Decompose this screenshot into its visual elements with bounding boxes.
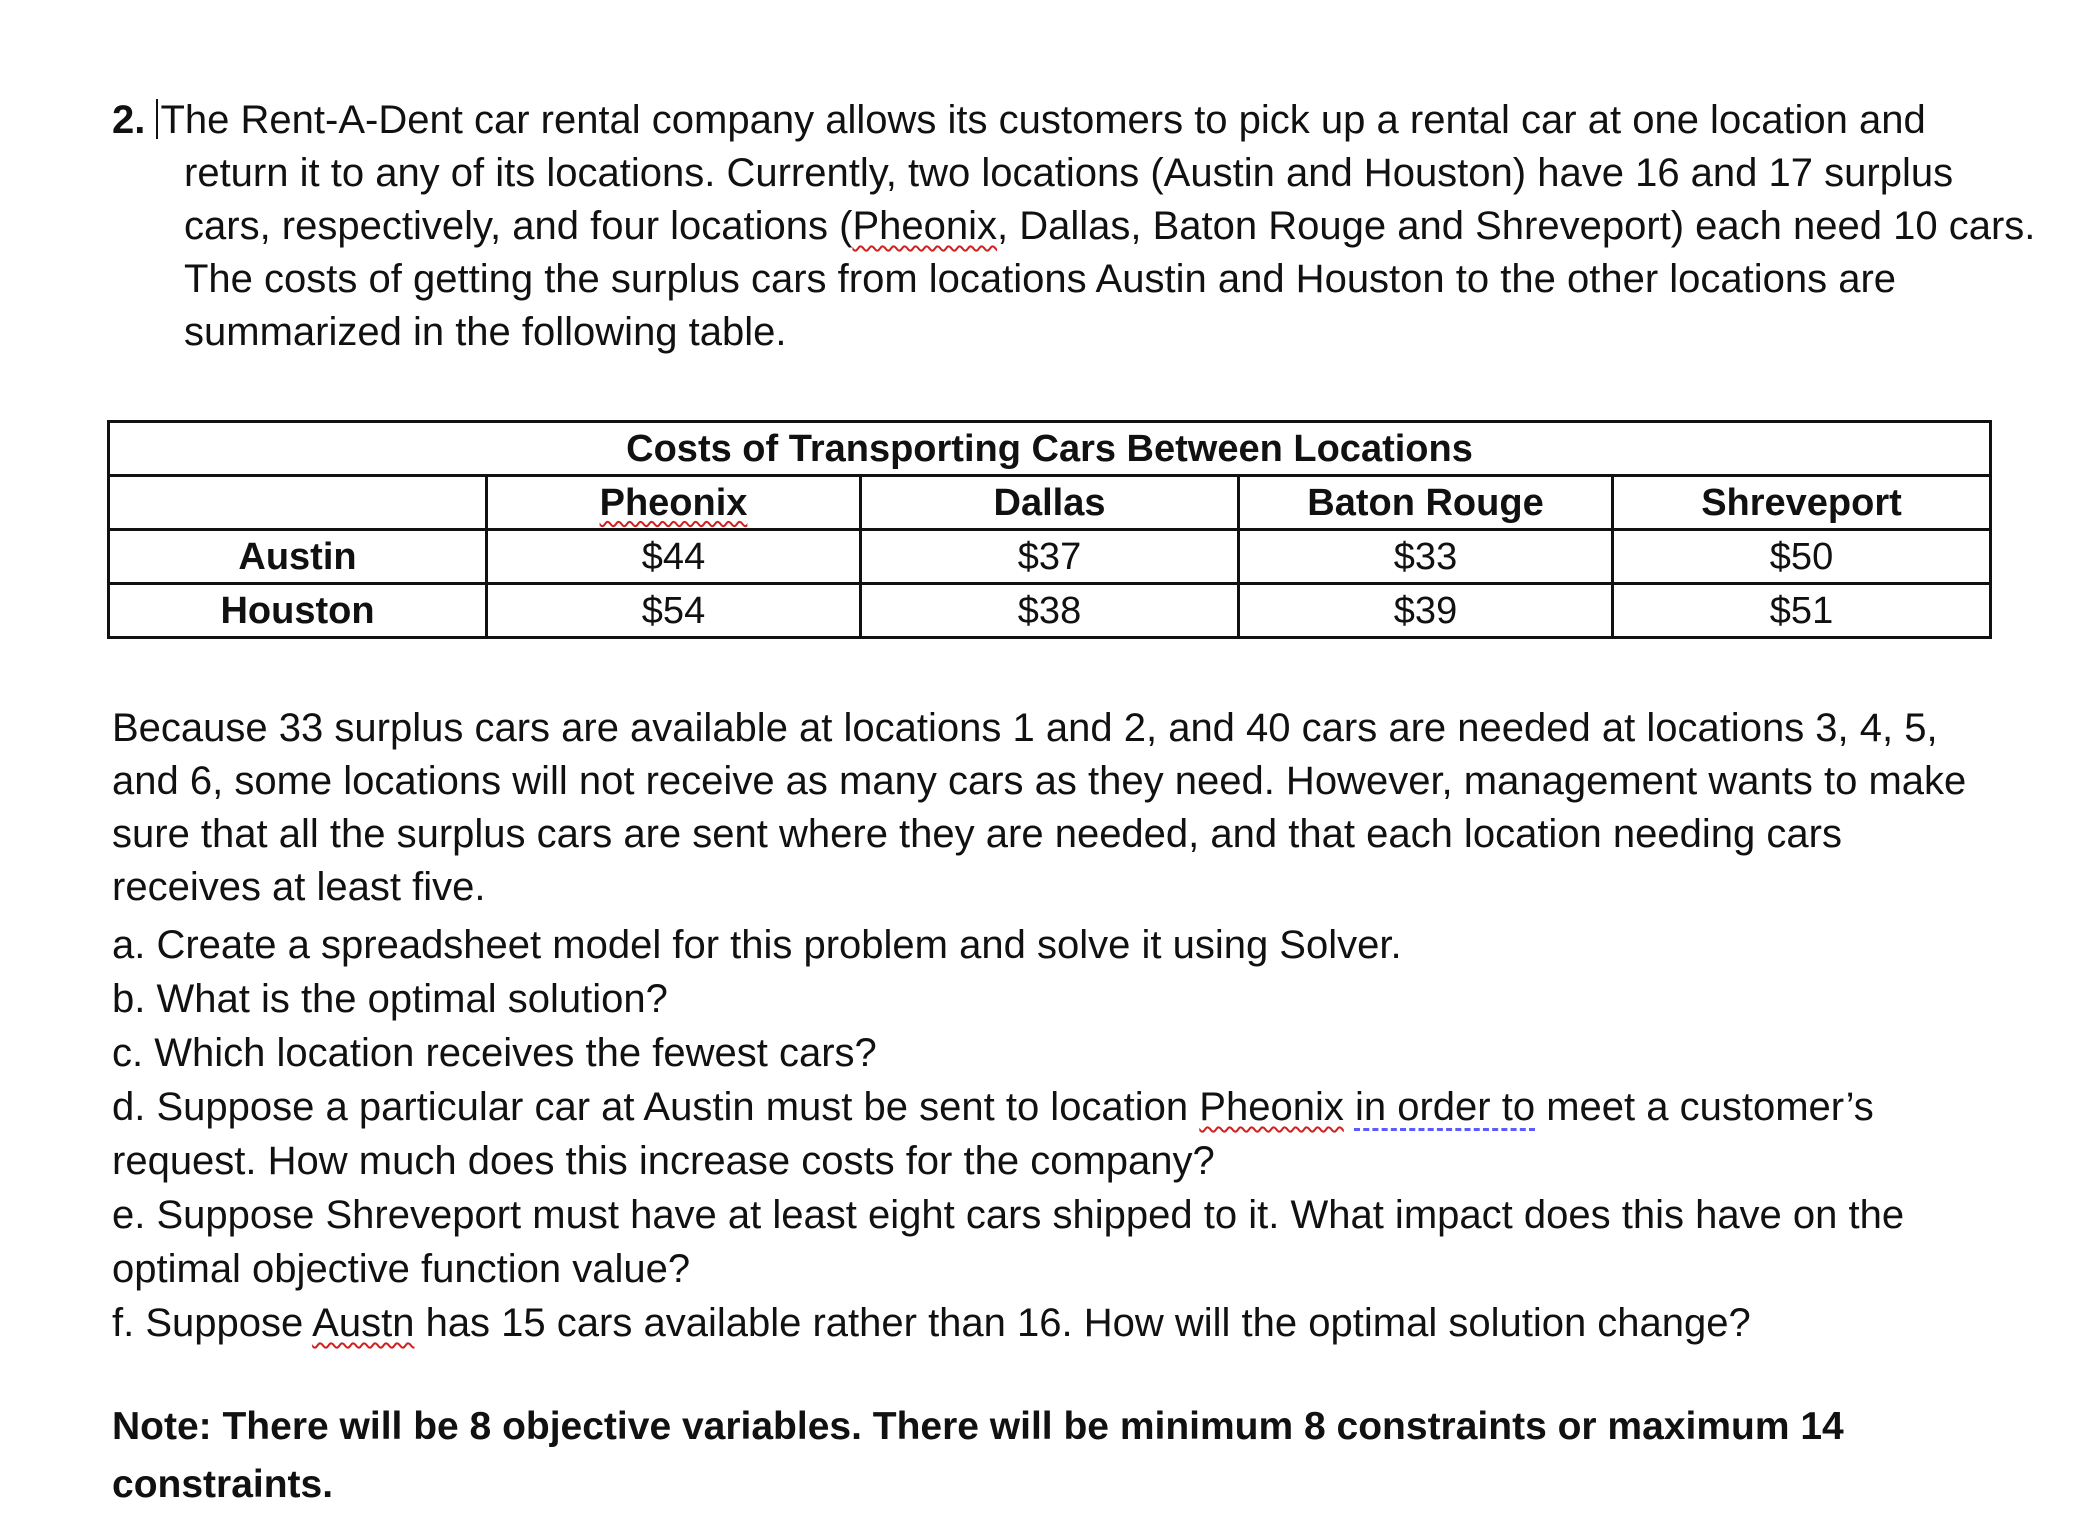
question-d: d. Suppose a particular car at Austin must be sent to location Pheonix in order to meet a customer’s: [112, 1085, 1874, 1129]
spelling-error[interactable]: Pheonix: [852, 204, 997, 248]
paragraph-line: Because 33 surplus cars are available at locations 1 and 2, and 40 cars are needed at locations 3, 4, 5,: [112, 706, 1938, 750]
table-cell: $37: [861, 530, 1239, 584]
problem-line-2: return it to any of its locations. Currently, two locations (Austin and Houston) have 16 and 17 surplus: [184, 151, 1954, 195]
table-cell: $39: [1239, 584, 1613, 638]
text-cursor: [156, 99, 158, 139]
problem-statement: [112, 94, 2036, 359]
table-row: [109, 530, 1991, 584]
table-cell: $38: [861, 584, 1239, 638]
paragraph-line: and 6, some locations will not receive as many cars as they need. However, management wants to make: [112, 759, 1967, 803]
column-header: Dallas: [861, 476, 1239, 530]
question-c: c. Which location receives the fewest cars?: [112, 1031, 877, 1075]
paragraph-line: receives at least five.: [112, 865, 486, 909]
problem-line-3: cars, respectively, and four locations (Pheonix, Dallas, Baton Rouge and Shreveport) each need 10 cars.: [184, 204, 2036, 248]
question-e-continued: optimal objective function value?: [112, 1247, 691, 1291]
table-row: [109, 584, 1991, 638]
spelling-error[interactable]: Pheonix: [1199, 1085, 1344, 1129]
table-cell: $50: [1613, 530, 1991, 584]
note-line: constraints.: [112, 1463, 334, 1506]
problem-number: 2.: [112, 98, 146, 142]
table-title: Costs of Transporting Cars Between Locations: [109, 422, 1991, 476]
table-corner-cell: [109, 476, 487, 530]
question-list: [112, 918, 2012, 1350]
problem-line-5: summarized in the following table.: [184, 310, 787, 354]
note: [112, 1398, 2012, 1514]
cost-table: [107, 420, 1992, 639]
problem-text: The Rent-A-Dent car rental company allows its customers to pick up a rental car at one location and: [160, 98, 1926, 142]
grammar-suggestion[interactable]: in order to: [1354, 1085, 1536, 1129]
column-header: Pheonix: [487, 476, 861, 530]
row-header: Houston: [109, 584, 487, 638]
question-b: b. What is the optimal solution?: [112, 977, 668, 1021]
problem-line-1: [112, 94, 2012, 147]
spelling-error[interactable]: Austn: [312, 1301, 415, 1345]
question-e: e. Suppose Shreveport must have at least eight cars shipped to it. What impact does this have on the: [112, 1193, 1905, 1237]
table-cell: $33: [1239, 530, 1613, 584]
note-line: Note: There will be 8 objective variables. There will be minimum 8 constraints or maximum 14: [112, 1405, 1844, 1448]
context-paragraph: [112, 702, 2012, 914]
table-title-row: [109, 422, 1991, 476]
row-header: Austin: [109, 530, 487, 584]
question-a: a. Create a spreadsheet model for this problem and solve it using Solver.: [112, 923, 1402, 967]
table-cell: $44: [487, 530, 861, 584]
problem-line-4: The costs of getting the surplus cars from locations Austin and Houston to the other locations are: [184, 257, 1897, 301]
table-header-row: [109, 476, 1991, 530]
paragraph-line: sure that all the surplus cars are sent where they are needed, and that each location needing cars: [112, 812, 1842, 856]
column-header: Shreveport: [1613, 476, 1991, 530]
column-header: Baton Rouge: [1239, 476, 1613, 530]
question-f: f. Suppose Austn has 15 cars available rather than 16. How will the optimal solution change?: [112, 1301, 1751, 1345]
question-d-continued: request. How much does this increase costs for the company?: [112, 1139, 1215, 1183]
table-cell: $54: [487, 584, 861, 638]
table-cell: $51: [1613, 584, 1991, 638]
